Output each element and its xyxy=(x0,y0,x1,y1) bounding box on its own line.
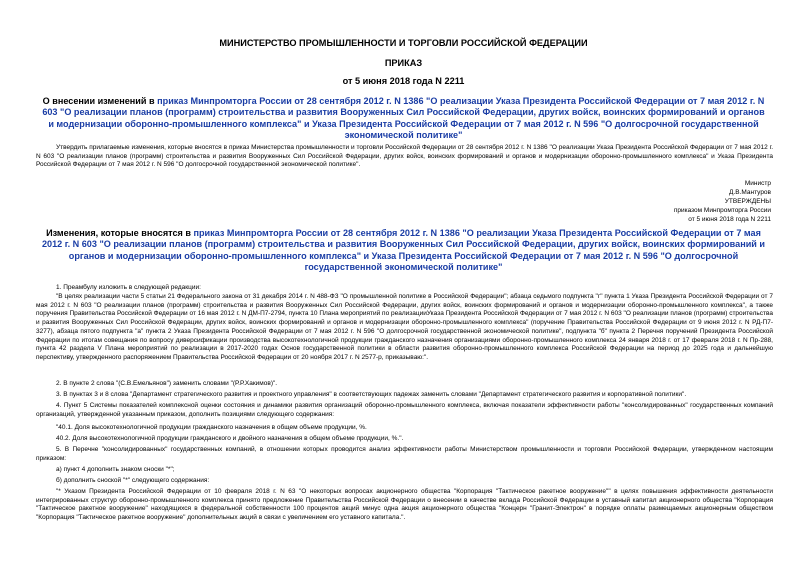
changes-title-link[interactable]: приказ Минпромторга России от 28 сентября 2012 г. N 1386 "О реализации Указа Президента Российской Федерации от 7 мая 2012 г. N 603 "О реализации планов (программ) строительства и развития Вооруженных Сил Российской Федерации, других войск, воинских формирований и органов и модернизации оборонно-промышленного комплекса" и Указа Президента Российской Федерации от 7 мая 2012 г. N 596 "О долгосрочной государственной экономической политике" xyxy=(41,228,766,272)
signature-block xyxy=(674,179,771,224)
intro-paragraph: Утвердить прилагаемые изменения, которые вносятся в приказ Министерства промышленности и торговли Российской Федерации от 28 сентября 2012 г. N 1386 "О реализации Указа Президента Российской Федерации от 7 мая 2012 г. N 603 "О реализации планов (программ) строительства и развития Вооруженных Сил Российской Федерации, других войск, воинских формирований и органов и модернизации оборонно-промышленного комплекса" и Указа Президента Российской Федерации от 7 мая 2012 г. N 596 "О долгосрочной государственной экономической политике". xyxy=(36,144,773,169)
item-5-a: а) пункт 4 дополнить знаком сноски "*"; xyxy=(56,466,175,473)
item-1: 1. Преамбулу изложить в следующей редакции: xyxy=(56,284,201,291)
item-5-footnote: "* Указом Президента Российской Федерации от 10 февраля 2018 г. N 63 "О некоторых вопросах акционерного общества "Корпорация "Тактическое ракетное вооружение"" в целях повышения эффективности деятельности интегрированных структур оборонно-промышленного комплекса принято предложение Правительства Российской Федерации о внесении в качестве вклада Российской Федерации в уставный капитал акционерного общества "Корпорация "Тактическое ракетное вооружение" находящихся в федеральной собственности 100 процентов акций минус одна акция акционерного общества "Концерн "Гранит-Электрон" в порядке оплаты размещаемых акционерным обществом "Корпорация "Тактическое ракетное вооружение" дополнительных акций в связи с увеличением его уставного капитала.". xyxy=(36,488,773,522)
item-5-b: б) дополнить сноской "*" следующего содержания: xyxy=(56,477,210,484)
item-4-2: 40.2. Доля высокотехнологичной продукции гражданского и двойного назначения в общем объеме продукции, %.". xyxy=(56,435,404,442)
doc-type-heading: ПРИКАЗ xyxy=(384,58,423,68)
date-number-heading: от 5 июня 2018 года N 2211 xyxy=(342,76,465,86)
item-4: 4. Пункт 5 Системы показателей комплексной оценки состояния и динамики развития организаций оборонно-промышленного комплекса, включая показатели эффективности работы "консолидированных" государственных компаний организаций, утвержденной указанным приказом, дополнить позициями следующего содержания: xyxy=(36,402,773,418)
approved-order: приказом Минпромторга России xyxy=(673,207,771,214)
changes-title xyxy=(40,228,767,273)
item-4-1: "40.1. Доля высокотехнологичной продукции гражданского назначения в общем объеме продукции, %. xyxy=(56,424,367,431)
item-5: 5. В Перечне "консолидированных" государственных компаний, в отношении которых проводится анализ эффективности работы Министерством промышленности и торговли Российской Федерации, утвержденном настоящим приказом: xyxy=(36,446,773,462)
approved-label: УТВЕРЖДЕНЫ xyxy=(724,198,771,205)
signature-position: Министр xyxy=(744,180,771,187)
changes-title-prefix: Изменения, которые вносятся в xyxy=(46,228,194,238)
approved-date: от 5 июня 2018 года N 2211 xyxy=(688,216,771,223)
ministry-heading: МИНИСТЕРСТВО ПРОМЫШЛЕННОСТИ И ТОРГОВЛИ РОССИЙСКОЙ ФЕДЕРАЦИИ xyxy=(219,38,588,48)
title-link[interactable]: приказ Минпромторга России от 28 сентября 2012 г. N 1386 "О реализации Указа Президента Российской Федерации от 7 мая 2012 г. N 603 "О реализации планов (программ) строительства и развития Вооруженных Сил Российской Федерации, других войск, воинских формирований и органов и модернизации оборонно-промышленного комплекса" и Указа Президента Российской Федерации от 7 мая 2012 г. N 596 "О долгосрочной государственной экономической политике" xyxy=(42,96,765,140)
document-title xyxy=(40,96,767,141)
item-1-quote: "В целях реализации части 5 статьи 21 Федерального закона от 31 декабря 2014 г. N 488-ФЗ "О промышленной политике в Российской Федерации"; абзаца седьмого подпункта "г" пункта 1 Указа Президента Российской Федерации от 7 мая 2012 г. N 603 "О реализации планов (программ) строительства и развития Вооруженных Сил Российской Федерации, других войск, воинских формирований и органов и модернизации оборонно-промышленного комплекса", а также поручения Правительства Российской Федерации от 16 мая 2012 г. N ДМ-П7-2794, пункта 10 Плана мероприятий по реализацииУказа Президента Российской Федерации от 7 мая 2012 г. N 603 "О реализации планов (программ) строительства и развития Вооруженных Сил Российской Федерации, других войск, воинских формирований и органов и модернизации оборонно-промышленного комплекса" (поручение Правительства Российской Федерации от 9 июня 2012 г. N РД-П7-3277), абзаца пятого подпункта "а" пункта 2 Указа Президента Российской Федерации от 7 мая 2012 г. N 596 "О долгосрочной государственной экономической политике", подпункта "б" пункта 2 Перечня поручений Президента Российской Федерации по итогам совещания по вопросу диверсификации производства высокотехнологичной продукции гражданского назначения организациями оборонно-промышленного комплекса 24 января 2018 г. от 17 февраля 2018 г. N Пр-288, пункта 42 раздела V Плана мероприятий по реализации в 2017-2020 годах Основ государственной политики в области развития оборонно-промышленного комплекса Российской Федерации на период до 2025 года и дальнейшую перспективу, утвержденного распоряжением Правительства Российской Федерации от 20 ноября 2017 г. N 2577-р, приказываю:". xyxy=(36,293,773,361)
item-2: 2. В пункте 2 слова "(С.В.Емельянов") заменить словами "(Р.Р.Хакимов)". xyxy=(56,380,278,387)
signature-name: Д.В.Мантуров xyxy=(729,189,771,196)
title-prefix: О внесении изменений в xyxy=(42,96,158,106)
item-3: 3. В пунктах 3 и 8 слова "Департамент стратегического развития и проектного управления" в соответствующих падежах заменить словами "Департамент стратегического развития и корпоративной политики". xyxy=(56,391,687,398)
